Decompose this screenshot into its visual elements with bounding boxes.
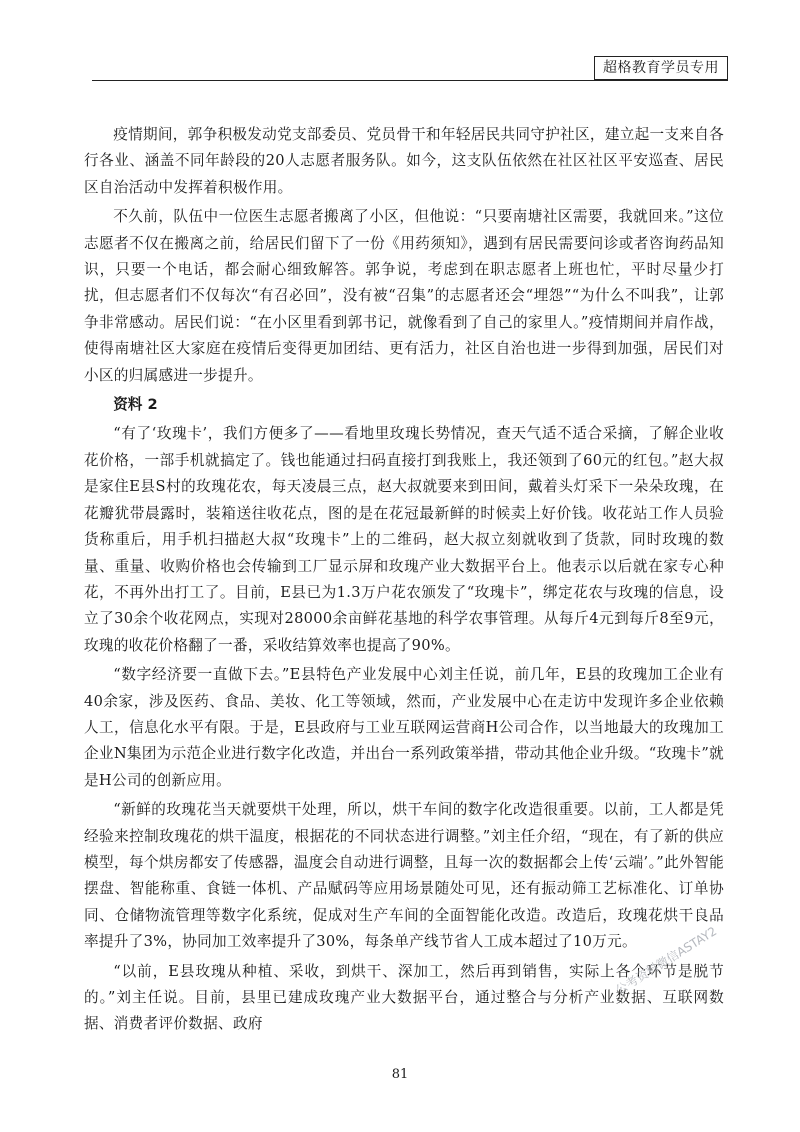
paragraph: “新鲜的玫瑰花当天就要烘干处理，所以，烘干车间的数字化改造很重要。以前，工人都是凭经验来控制玫瑰花的烘干温度，根据花的不同状态进行调整。”刘主任介绍，“现在，有了新的供应模型，每个烘房都安了传感器，温度会自动进行调整，且每一次的数据都会上传‘云端’。”此外智能摆盘、智能称重、食链一体机、产品赋码等应用场景随处可见，还有振动筛工艺标准化、订单协同、仓储物流管理等数字化系统，促成对生产车间的全面智能化改造。改造后，玫瑰花烘干良品率提升了3%，协同加工效率提升了30%，每条单产线节省人工成本超过了10万元。 [84, 801, 724, 951]
header-rule [92, 80, 728, 81]
paragraph: 不久前，队伍中一位医生志愿者搬离了小区，但他说：“只要南塘社区需要，我就回来。”这位志愿者不仅在搬离之前，给居民们留下了一份《用药须知》，遇到有居民需要问诊或者咨询药品知识，只要一个电话，都会耐心细致解答。郭争说，考虑到在职志愿者上班也忙，平时尽量少打扰，但志愿者们不仅每次“有召必回”，没有被“召集”的志愿者还会“埋怨”“为什么不叫我”，让郭争非常感动。居民们说：“在小区里看到郭书记，就像看到了自己的家里人。”疫情期间并肩作战，使得南塘社区大家庭在疫情后变得更加团结、更有活力，社区自治也进一步得到加强，居民们对小区的归属感进一步提升。 [84, 208, 724, 384]
section-heading: 资料 2 [113, 396, 158, 414]
watermark: 公考资料微信ASTAY2 [613, 923, 720, 998]
paragraph: “数字经济要一直做下去。”E县特色产业发展中心刘主任说，前几年，E县的玫瑰加工企业有40余家，涉及医药、食品、美妆、化工等领域，然而，产业发展中心在走访中发现许多企业依赖人工，信息化水平有限。于是，E县政府与工业互联网运营商H公司合作，以当地最大的玫瑰加工企业N集团为示范企业进行数字化改造，并出台一系列政策举措，带动其他企业升级。“玫瑰卡”就是H公司的创新应用。 [84, 666, 724, 789]
paragraph: “以前，E县玫瑰从种植、采收，到烘干、深加工，然后再到销售，实际上各个环节是脱节的。”刘主任说。目前，县里已建成玫瑰产业大数据平台，通过整合与分析产业数据、互联网数据、消费者评价数据、政府 [84, 962, 724, 1033]
header-label: 超格教育学员专用 [594, 56, 728, 80]
page-number: 81 [391, 1067, 409, 1082]
paragraph: “有了‘玫瑰卡’，我们方便多了——看地里玫瑰长势情况，查天气适不适合采摘，了解企业收花价格，一部手机就搞定了。钱也能通过扫码直接打到我账上，我还领到了60元的红包。”赵大叔是家住E县S村的玫瑰花农，每天凌晨三点，赵大叔就要来到田间，戴着头灯采下一朵朵玫瑰，在花瓣犹带晨露时，装箱送往收花点，图的是在花冠最新鲜的时候卖上好价钱。收花站工作人员验货称重后，用手机扫描赵大叔“玫瑰卡”上的二维码，赵大叔立刻就收到了货款，同时玫瑰的数量、重量、收购价格也会传输到工厂显示屏和玫瑰产业大数据平台上。他表示以后就在家专心种花，不再外出打工了。目前，E县已为1.3万户花农颁发了“玫瑰卡”，绑定花农与玫瑰的信息，设立了30余个收花网点，实现对28000余亩鲜花基地的科学农事管理。从每斤4元到每斤8至9元，玫瑰的收花价格翻了一番，采收结算效率也提高了90%。 [84, 425, 724, 654]
document-body [84, 122, 724, 1041]
paragraph: 疫情期间，郭争积极发动党支部委员、党员骨干和年轻居民共同守护社区，建立起一支来自各行各业、涵盖不同年龄段的20人志愿者服务队。如今，这支队伍依然在社区社区平安巡查、居民区自治活动中发挥着积极作用。 [84, 126, 724, 196]
